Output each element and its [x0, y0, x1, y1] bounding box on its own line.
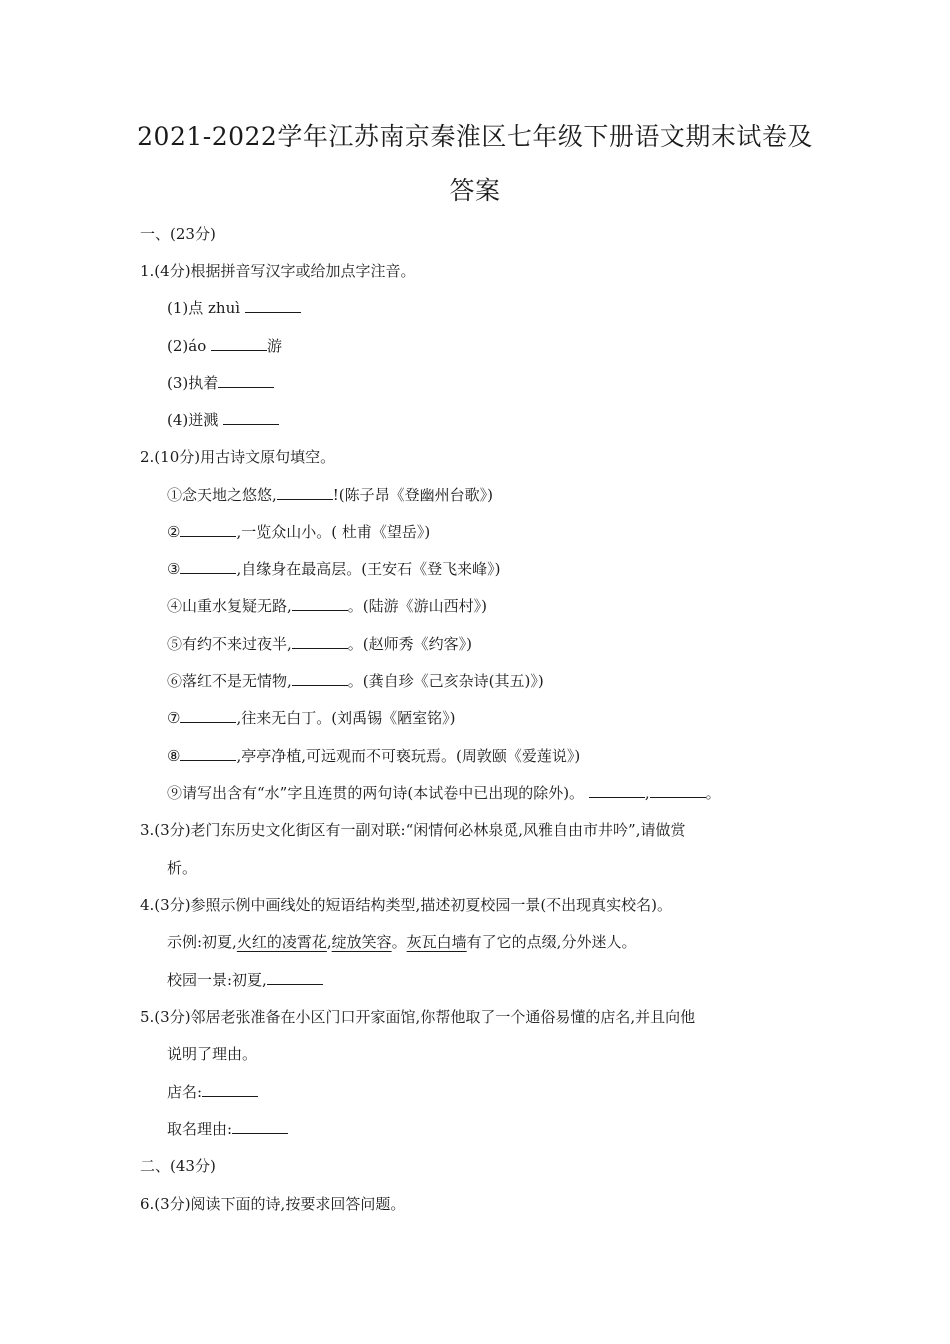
question-2-item-8: ⑧ ,亭亭净植,可远观而不可亵玩焉。(周敦颐《爱莲说》): [167, 747, 581, 765]
question-3-text: 3.(3分)老门东历史文化街区有一副对联:“闲情何必林泉觅,风雅自由市井吟”,请做赏: [140, 821, 686, 839]
document-title-line-1: 2021-2022学年江苏南京秦淮区七年级下册语文期末试卷及: [137, 122, 813, 151]
question-5-text-continued: 说明了理由。: [167, 1045, 258, 1063]
answer-blank[interactable]: [180, 522, 236, 537]
answer-blank[interactable]: [267, 970, 323, 985]
question-2-item-1: ①念天地之悠悠, !(陈子昂《登幽州台歌》): [167, 486, 494, 504]
answer-blank[interactable]: [211, 336, 267, 351]
question-1-stem: 1.(4分)根据拼音写汉字或给加点字注音。: [140, 262, 416, 280]
answer-blank[interactable]: [202, 1082, 258, 1097]
section-1-heading: 一、(23分): [140, 225, 216, 243]
question-4-stem: 4.(3分)参照示例中画线处的短语结构类型,描述初夏校园一景(不出现真实校名)。: [140, 896, 673, 914]
question-2-item-7: ⑦ ,往来无白丁。(刘禹锡《陋室铭》): [167, 709, 456, 727]
question-5-text: 5.(3分)邻居老张准备在小区门口开家面馆,你帮他取了一个通俗易懂的店名,并且向他: [140, 1008, 696, 1026]
answer-blank[interactable]: [218, 373, 274, 388]
underlined-phrase: 灰瓦白墙: [406, 933, 467, 951]
underlined-phrase: 绽放笑容: [331, 933, 392, 951]
answer-blank[interactable]: [589, 783, 645, 798]
document-title-line-2: 答案: [449, 176, 501, 205]
answer-blank[interactable]: [292, 671, 348, 686]
answer-blank[interactable]: [292, 596, 348, 611]
question-2-item-6: ⑥落红不是无情物, 。(龚自珍《己亥杂诗(其五)》): [167, 672, 544, 690]
answer-blank[interactable]: [277, 485, 333, 500]
answer-blank[interactable]: [650, 783, 706, 798]
answer-blank[interactable]: [223, 410, 279, 425]
answer-blank[interactable]: [180, 746, 236, 761]
question-5-shop-name: 店名:: [167, 1081, 258, 1103]
question-1-item-4: (4)迸溅: [167, 409, 279, 431]
question-2-item-5: ⑤有约不来过夜半, 。(赵师秀《约客》): [167, 635, 472, 653]
question-5-reason: 取名理由:: [167, 1118, 288, 1140]
question-2-item-4: ④山重水复疑无路, 。(陆游《游山西村》): [167, 597, 487, 615]
answer-blank[interactable]: [232, 1119, 288, 1134]
question-4-answer-line: 校园一景:初夏,: [167, 969, 323, 991]
answer-blank[interactable]: [180, 708, 236, 723]
question-6-stem: 6.(3分)阅读下面的诗,按要求回答问题。: [140, 1195, 406, 1213]
answer-blank[interactable]: [245, 298, 301, 313]
answer-blank[interactable]: [292, 634, 348, 649]
question-1-item-3: (3)执着: [167, 372, 274, 394]
question-4-example: 示例:初夏,火红的凌霄花,绽放笑容。灰瓦白墙有了它的点缀,分外迷人。: [167, 933, 637, 951]
question-2-stem: 2.(10分)用古诗文原句填空。: [140, 448, 336, 466]
underlined-phrase: 火红的凌霄花: [236, 933, 327, 951]
answer-blank[interactable]: [180, 559, 236, 574]
question-1-item-2: (2)áo 游: [167, 337, 283, 355]
question-3-text-continued: 析。: [167, 859, 198, 877]
question-2-item-3: ③ ,自缘身在最高层。(王安石《登飞来峰》): [167, 560, 501, 578]
question-2-item-9: ⑨请写出含有“水”字且连贯的两句诗(本试卷中已出现的除外)。 , 。: [167, 784, 721, 802]
question-1-item-1: (1)点 zhuì: [167, 297, 301, 319]
section-2-heading: 二、(43分): [140, 1157, 216, 1175]
question-2-item-2: ② ,一览众山小。( 杜甫《望岳》): [167, 523, 431, 541]
